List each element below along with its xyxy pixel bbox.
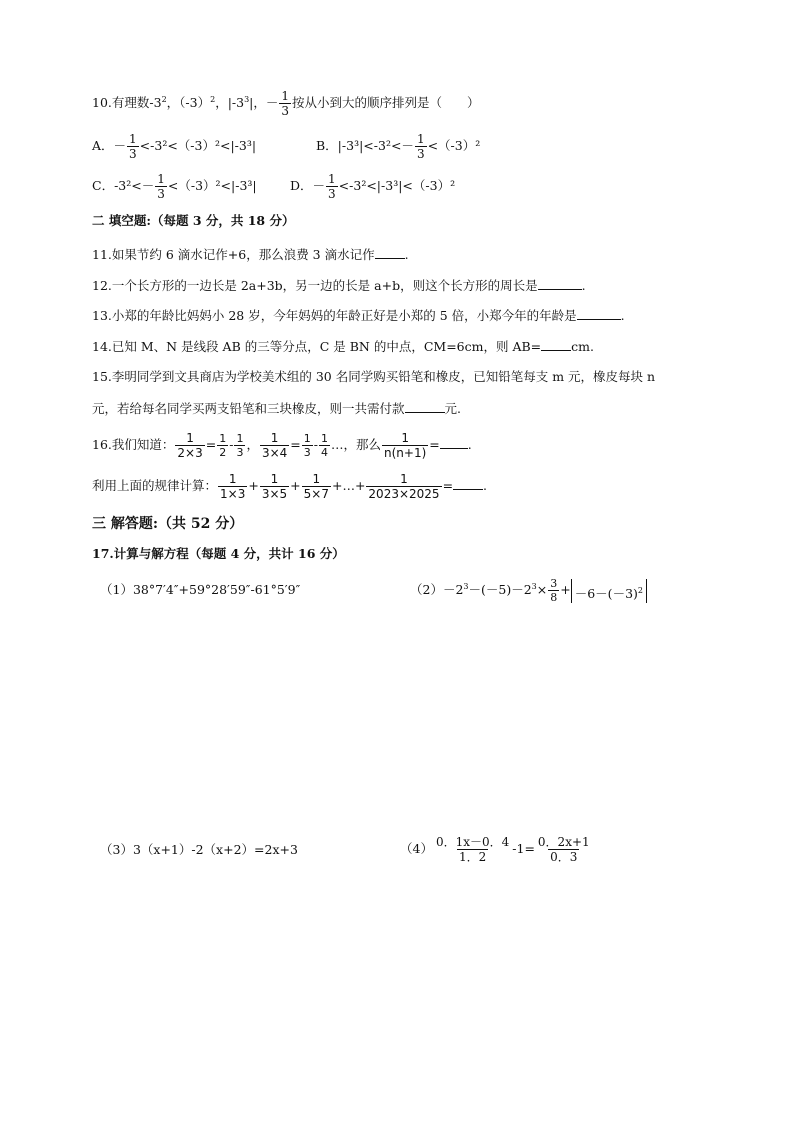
absolute-value: $-6-(-3)^2$ (571, 579, 647, 603)
fraction: $\frac{1}{2}$ (219, 432, 227, 459)
fraction-three-eighths: $\frac{3}{8}$ (550, 577, 558, 604)
q16-line-1: 16.我们知道： $\frac{1}{2\times 3}$ = $\frac{1}{2}$ - $\frac{1}{3}$ ， $\frac{1}{3\times 4}$ = $\frac{1}{3}$ - $\frac{1}{4}$ …，那么 $\frac{1}{n(n+1)}$ = . (92, 431, 472, 460)
fraction-one-third: $\frac{1}{3}$ (157, 172, 165, 201)
section-2-title: 二 填空题:（每题 3 分，共 18 分） (92, 213, 295, 228)
q10-option-c: C．-3²<－ $\frac{1}{3}$ <（-3）²<|-3³| (92, 172, 257, 201)
answer-blank[interactable] (375, 246, 405, 259)
q11: 11.如果节约 6 滴水记作+6，那么浪费 3 滴水记作 . (92, 247, 409, 262)
answer-blank[interactable] (538, 277, 582, 290)
q17-part-4: （4） $\frac{0.1x-0.4}{1.2}$ -1= $\frac{0.2x+1}{0.3}$ (400, 835, 590, 864)
fraction: $\frac{1}{2023\times 2025}$ (368, 472, 440, 501)
section-3-title: 三 解答题:（共 52 分） (92, 516, 244, 532)
answer-blank[interactable] (453, 477, 483, 490)
fraction: $\frac{1}{5\times 7}$ (303, 472, 329, 501)
q16-line-2: 利用上面的规律计算： $\frac{1}{1\times 3}$ + $\frac{1}{3\times 5}$ + $\frac{1}{5\times 7}$ +…+ $\frac{1}{2023\times 2025}$ = . (92, 472, 488, 501)
q17-title: 17.计算与解方程（每题 4 分，共计 16 分） (92, 546, 345, 561)
answer-blank[interactable] (405, 400, 445, 413)
q17-part-2: $(2)-2^3-(-5)-2^3\times$ $\frac{3}{8}$ + $-6-(-3)^2$ (410, 578, 647, 603)
fraction-one-third: $\frac{1}{3}$ (416, 132, 425, 161)
q13: 13.小郑的年龄比妈妈小 28 岁，今年妈妈的年龄正好是小郑的 5 倍，小郑今年的年龄是 . (92, 308, 625, 323)
fraction: $\frac{1}{3}$ (303, 432, 311, 459)
fraction: $\frac{1}{3\times 4}$ (261, 431, 288, 460)
q17-part-1: （1）38°7′4″+59°28′59″-61°5′9″ (100, 582, 301, 597)
fraction: $\frac{1}{4}$ (321, 432, 328, 459)
fraction: $\frac{0.2x+1}{0.3}$ (537, 835, 590, 864)
q10-stem: 10.有理数$-3^2$，$(-3)^2$，$|-3^3|$，－ $\frac{1}{3}$ 按从小到大的顺序排列是（ ） (92, 89, 480, 118)
q14: 14.已知 M、N 是线段 AB 的三等分点，C 是 BN 的中点，CM=6cm，则 AB= cm. (92, 339, 594, 354)
q10-option-b: B．|-3³|<-3²<－ $\frac{1}{3}$ <（-3）² (316, 132, 481, 161)
fraction: $\frac{1}{3\times 5}$ (261, 472, 288, 501)
answer-blank[interactable] (440, 436, 468, 449)
fraction: $\frac{1}{1\times 3}$ (220, 472, 246, 501)
fraction-one-third: $\frac{1}{3}$ (281, 89, 290, 118)
answer-blank[interactable] (577, 307, 621, 320)
fraction-one-third: $\frac{1}{3}$ (328, 172, 336, 201)
q17-part-3: （3）3（x+1）-2（x+2）=2x+3 (100, 842, 298, 857)
fraction: $\frac{1}{n(n+1)}$ (384, 431, 427, 460)
answer-blank[interactable] (541, 338, 571, 351)
q12: 12.一个长方形的一边长是 2a+3b，另一边的长是 a+b，则这个长方形的周长是 . (92, 278, 586, 293)
fraction: $\frac{0.1x-0.4}{1.2}$ (435, 835, 510, 864)
q15-line-2: 元，若给每名同学买两支铅笔和三块橡皮，则一共需付款 元. (92, 401, 461, 416)
q10-option-d: D．－ $\frac{1}{3}$ <-3²<|-3³|<（-3）² (290, 172, 456, 201)
fraction-one-third: $\frac{1}{3}$ (129, 132, 137, 161)
fraction: $\frac{1}{3}$ (236, 432, 244, 459)
q10-option-a: A．－ $\frac{1}{3}$ <-3²<（-3）²<|-3³| (92, 132, 257, 161)
fraction: $\frac{1}{2\times 3}$ (177, 431, 203, 460)
q15-line-1: 15.李明同学到文具商店为学校美术组的 30 名同学购买铅笔和橡皮，已知铅笔每支 m 元，橡皮每块 n (92, 369, 656, 384)
